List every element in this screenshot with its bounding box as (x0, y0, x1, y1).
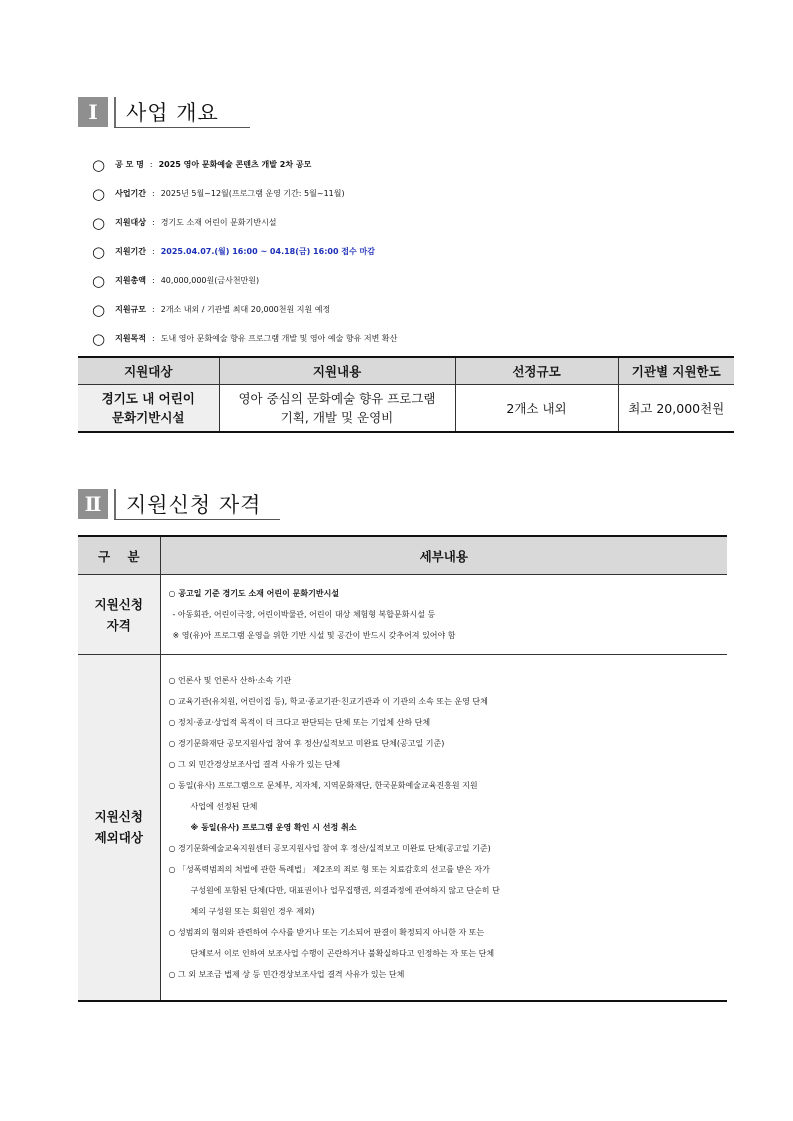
info-value: 경기도 소재 어린이 문화기반시설 (160, 218, 277, 227)
detail-line: 단체로서 이로 인하여 보조사업 수행이 곤란하거나 불확실하다고 인정하는 자 또는 단체 (190, 948, 495, 958)
detail-line: ○ 경기문화재단 공모지원사업 참여 후 정산/실적보고 미완료 단체(공고일 기준) (168, 738, 445, 748)
header-cell: 선정규모 (455, 357, 618, 385)
section2-underline (114, 519, 280, 520)
header-cell: 구 분 (78, 536, 160, 575)
table-header-row (78, 357, 734, 385)
category-line: 지원신청 (94, 809, 143, 825)
detail-line: ○ 성범죄의 혐의와 관련하여 수사를 받거나 또는 기소되어 판결이 확정되지 아니한 자 또는 (168, 927, 485, 937)
info-value: 2025 영아 문화예술 콘텐츠 개발 2차 공모 (158, 160, 312, 169)
info-row-total (92, 266, 752, 295)
section1-header (78, 97, 219, 127)
scale-cell: 2개소 내외 (455, 385, 618, 433)
info-value: 2025년 5월~12월(프로그램 운영 기간: 5월~11월) (160, 189, 345, 198)
section1-underline (114, 127, 250, 128)
detail-line: - 아동회관, 어린이극장, 어린이박물관, 어린이 대상 체험형 복합문화시설 등 (172, 610, 436, 619)
info-row-target (92, 208, 752, 237)
info-label: 지원대상 (115, 218, 147, 227)
header-cell: 지원대상 (78, 357, 219, 385)
section2-header (78, 489, 261, 519)
category-line: 자격 (106, 617, 131, 633)
target-cell (78, 385, 219, 433)
bullet-circle: ○ (92, 155, 106, 174)
detail-cell (160, 655, 727, 1001)
info-label: 공 모 명 (115, 160, 144, 169)
detail-line: ○ 경기문화예술교육지원센터 공모지원사업 참여 후 정산/실적보고 미완료 단체(공고일 기준) (168, 843, 491, 853)
detail-line: ○ 교육기관(유치원, 어린이집 등), 학교·종교기관·친교기관과 이 기관의 소속 또는 운영 단체 (168, 696, 488, 706)
info-colon: : (152, 247, 155, 256)
detail-line: ○ 「성폭력범죄의 처벌에 관한 특례법」 제2조의 죄로 형 또는 치료감호의 선고를 받은 자가 (168, 864, 490, 874)
info-colon: : (152, 218, 155, 227)
section2-number: Ⅱ (78, 489, 108, 519)
bullet-circle: ○ (92, 300, 106, 319)
info-label: 사업기간 (115, 189, 147, 198)
info-colon: : (152, 334, 155, 343)
content-line: 기획, 개발 및 운영비 (280, 410, 394, 425)
header-cell: 지원내용 (219, 357, 455, 385)
table-row-eligibility (78, 575, 727, 655)
detail-line: ○ 동일(유사) 프로그램으로 문체부, 지자체, 지역문화재단, 한국문화예술교육진흥원 지원 (168, 780, 478, 790)
category-cell (78, 655, 160, 1001)
info-row-title (92, 150, 752, 179)
bullet-circle: ○ (92, 242, 106, 261)
content-cell (219, 385, 455, 433)
info-value: 2개소 내외 / 기관별 최대 20,000천원 지원 예정 (160, 305, 331, 314)
category-line: 지원신청 (94, 596, 143, 612)
info-row-period (92, 179, 752, 208)
section1-divider (114, 97, 116, 127)
detail-cell (160, 575, 727, 655)
eligibility-table (78, 535, 727, 1002)
detail-line: ○ 언론사 및 언론사 산하·소속 기관 (168, 675, 292, 685)
info-row-scale (92, 295, 752, 324)
header-cell: 세부내용 (160, 536, 727, 575)
limit-cell: 최고 20,000천원 (618, 385, 734, 433)
bullet-circle: ○ (92, 271, 106, 290)
category-line: 제외대상 (94, 830, 143, 846)
info-label: 지원목적 (115, 334, 147, 343)
bullet-circle: ○ (92, 184, 106, 203)
info-colon: : (152, 276, 155, 285)
info-value-highlight: 2025.04.07.(월) 16:00 ~ 04.18(금) 16:00 접수 마감 (160, 247, 376, 256)
table-row-exclusions (78, 655, 727, 1001)
detail-line: 사업에 선정된 단체 (190, 801, 258, 811)
section2-divider (114, 489, 116, 519)
detail-note: ※ 영(유)아 프로그램 운영을 위한 기반 시설 및 공간이 반드시 갖추어져 있어야 함 (172, 631, 456, 640)
info-colon: : (152, 305, 155, 314)
section1-title: 사업 개요 (126, 101, 219, 125)
detail-note: ※ 동일(유사) 프로그램 운영 확인 시 선정 취소 (190, 822, 357, 832)
detail-line: ○ 그 외 민간경상보조사업 결격 사유가 있는 단체 (168, 759, 341, 769)
table-row (78, 385, 734, 433)
category-cell (78, 575, 160, 655)
content-line: 영아 중심의 문화예술 향유 프로그램 (238, 391, 436, 406)
detail-line: 체의 구성원 또는 회원인 경우 제외) (190, 906, 315, 916)
overview-list (92, 150, 752, 353)
target-line: 문화기반시설 (112, 410, 185, 425)
bullet-circle: ○ (92, 213, 106, 232)
target-line: 경기도 내 어린이 (101, 391, 195, 406)
info-colon: : (149, 160, 153, 169)
section2-title: 지원신청 자격 (126, 493, 262, 517)
support-summary-table (78, 356, 734, 433)
detail-line: ○ 공고일 기준 경기도 소재 어린이 문화기반시설 (168, 589, 340, 598)
info-label: 지원기간 (115, 247, 147, 256)
info-row-purpose (92, 324, 752, 353)
bullet-circle: ○ (92, 329, 106, 348)
detail-line: ○ 정치·종교·상업적 목적이 더 크다고 판단되는 단체 또는 기업체 산하 단체 (168, 717, 431, 727)
info-label: 지원규모 (115, 305, 147, 314)
info-row-application-period (92, 237, 752, 266)
detail-line: ○ 그 외 보조금 법제 상 등 민간경상보조사업 결격 사유가 있는 단체 (168, 969, 405, 979)
info-value: 40,000,000원(금사천만원) (160, 276, 260, 285)
table-header-row (78, 536, 727, 575)
info-colon: : (152, 189, 155, 198)
header-cell: 기관별 지원한도 (618, 357, 734, 385)
detail-line: 구성원에 포함된 단체(다만, 대표권이나 업무집행권, 의결과정에 관여하지 않고 단순히 단 (190, 885, 500, 895)
section1-number: Ⅰ (78, 97, 108, 127)
info-label: 지원총액 (115, 276, 147, 285)
info-value: 도내 영아 문화예술 향유 프로그램 개발 및 영아 예술 향유 저변 확산 (160, 334, 398, 343)
